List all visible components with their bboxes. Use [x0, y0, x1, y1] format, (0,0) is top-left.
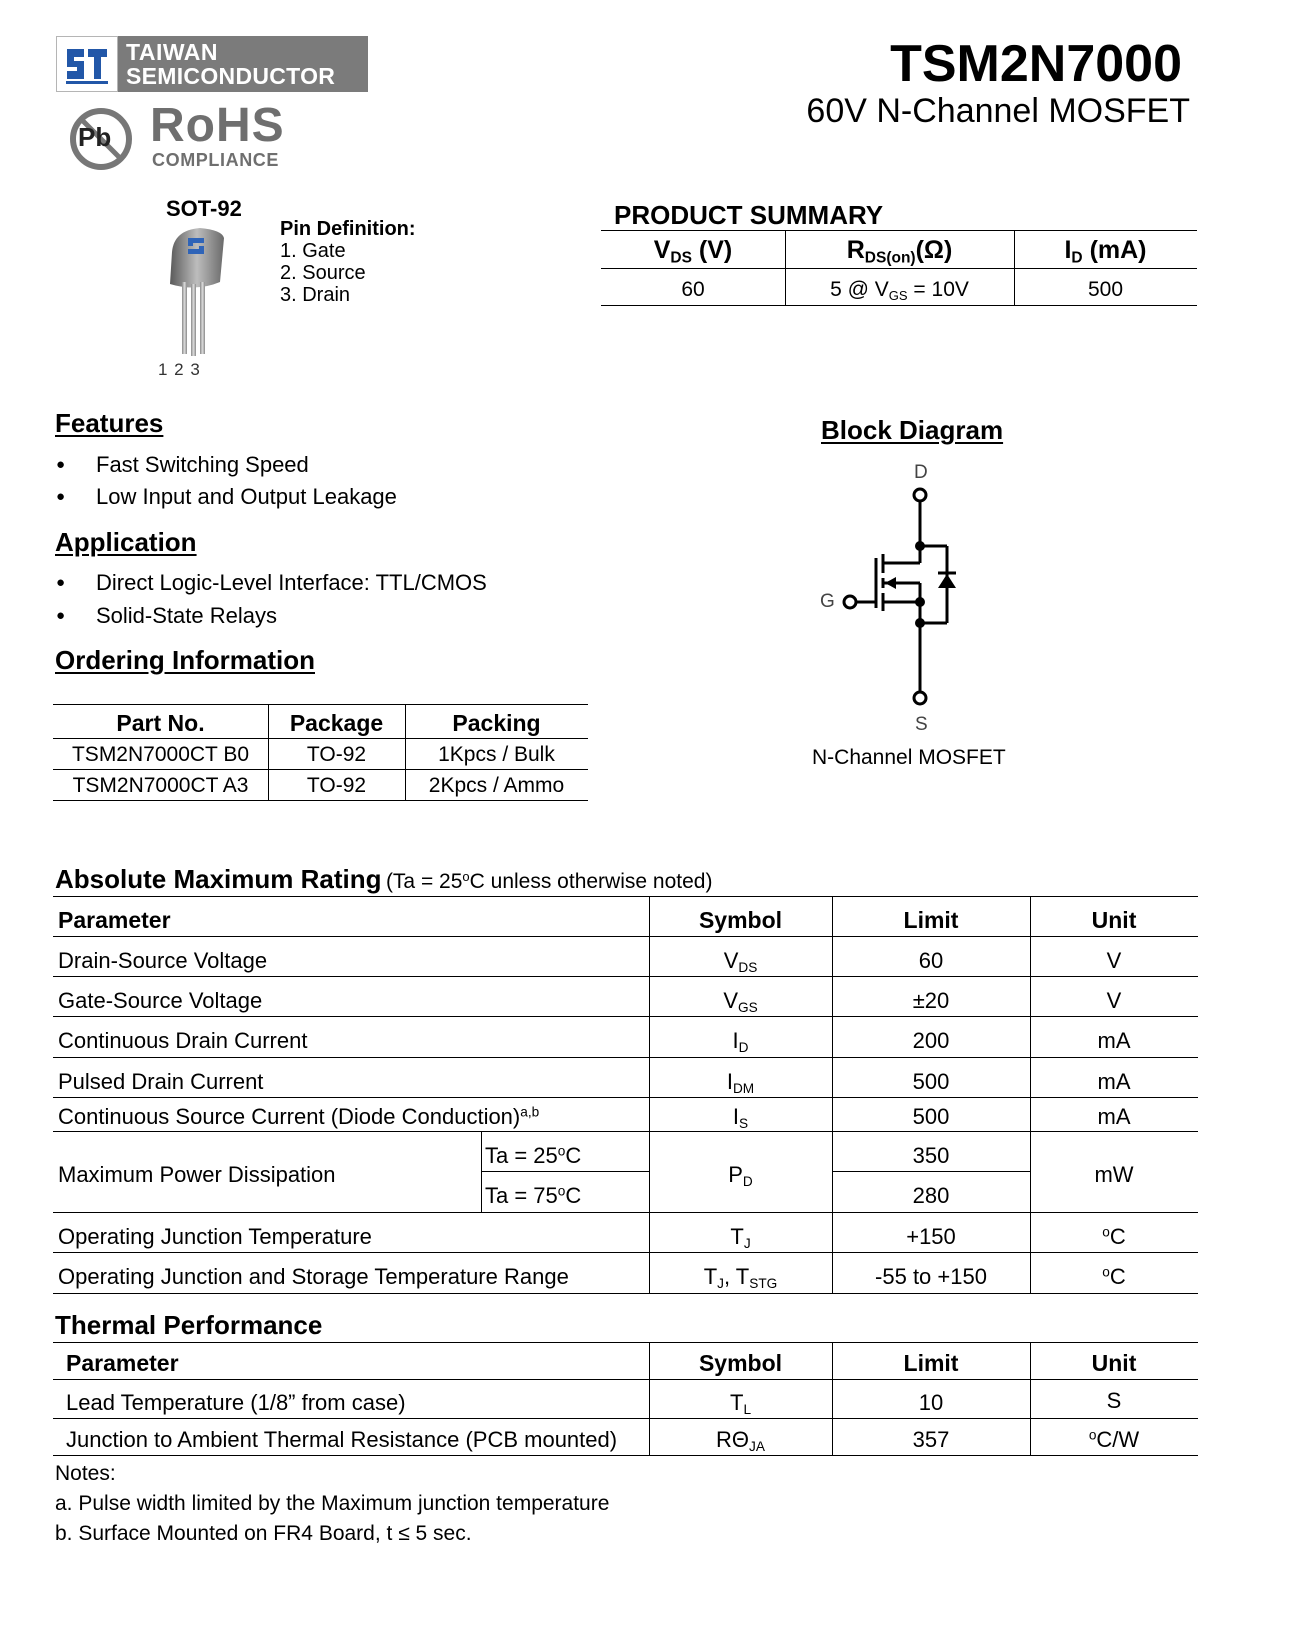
- package-image: [160, 224, 240, 374]
- rohs-logo: [68, 99, 298, 174]
- ordering-packing: 1Kpcs / Bulk: [438, 743, 555, 766]
- ordering-header-packing: Packing: [452, 710, 541, 736]
- amr-header-parameter: Parameter: [58, 907, 171, 933]
- ordering-packing: 2Kpcs / Ammo: [428, 774, 565, 797]
- thermal-unit: $^o$C/W: [1088, 1427, 1140, 1452]
- mosfet-symbol: [810, 460, 1010, 740]
- company-name-line1: TAIWAN: [126, 39, 219, 65]
- amr-symbol: $T_J$, $T_{STG}$: [703, 1264, 778, 1292]
- summary-value-id: 500: [1087, 278, 1124, 301]
- ordering-part: TSM2N7000CT A3: [72, 774, 249, 797]
- pin-label-drain: D: [914, 462, 928, 483]
- pin-definition-1: 1. Gate: [280, 240, 346, 262]
- amr-limit: 500: [912, 1069, 950, 1094]
- amr-header-symbol: Symbol: [698, 907, 783, 933]
- pin-definition-2: 2. Source: [280, 262, 366, 284]
- thermal-header-parameter: Parameter: [66, 1350, 179, 1376]
- amr-condition: $Ta = 75^oC$: [485, 1183, 582, 1208]
- ordering-package: TO-92: [306, 774, 367, 797]
- thermal-limit: 357: [912, 1427, 950, 1452]
- block-diagram-caption: N-Channel MOSFET: [812, 746, 1006, 769]
- thermal-unit: S: [1106, 1388, 1122, 1413]
- amr-symbol: $V_{DS}$: [723, 948, 758, 976]
- amr-symbol: $I_S$: [732, 1104, 749, 1132]
- ordering-package: TO-92: [306, 743, 367, 766]
- notes-title: Notes:: [55, 1462, 116, 1485]
- pin-label-gate: G: [820, 591, 835, 612]
- amr-title: Absolute Maximum Rating ($Ta = 25^oC$ unless otherwise noted): [55, 864, 713, 894]
- amr-symbol: $V_{GS}$: [723, 988, 758, 1016]
- thermal-symbol: $T_L$: [729, 1390, 752, 1418]
- rohs-title: RoHS: [150, 99, 285, 152]
- note-a: a. Pulse width limited by the Maximum junction temperature: [55, 1492, 610, 1515]
- amr-header-unit: Unit: [1091, 907, 1137, 933]
- thermal-title: Thermal Performance: [55, 1310, 323, 1340]
- amr-unit: mA: [1097, 1069, 1131, 1094]
- thermal-symbol: $R\Theta_{JA}$: [716, 1427, 765, 1455]
- note-b: b. Surface Mounted on FR4 Board, t ≤ 5 sec.: [55, 1522, 472, 1545]
- amr-limit: 500: [912, 1104, 950, 1129]
- amr-limit: -55 to +150: [875, 1264, 987, 1289]
- amr-unit: mA: [1097, 1104, 1131, 1129]
- ordering-title: Ordering Information: [55, 645, 315, 675]
- features-title: Features: [55, 408, 164, 438]
- ordering-header-part: Part No.: [116, 710, 205, 736]
- part-number-title: TSM2N7000: [890, 35, 1182, 93]
- summary-value-vds: 60: [681, 278, 705, 301]
- pb-badge: Pb: [78, 122, 112, 152]
- thermal-header-unit: Unit: [1091, 1350, 1137, 1376]
- amr-param: Operating Junction and Storage Temperature Range: [58, 1264, 569, 1289]
- amr-param: Gate-Source Voltage: [58, 988, 263, 1013]
- amr-limit: ±20: [912, 988, 950, 1013]
- thermal-limit: 10: [918, 1390, 944, 1415]
- amr-param: Continuous Drain Current: [58, 1028, 308, 1053]
- amr-symbol: $I_D$: [732, 1028, 749, 1056]
- amr-param: Drain-Source Voltage: [58, 948, 268, 973]
- amr-header-limit: Limit: [903, 907, 959, 933]
- amr-limit: 200: [912, 1028, 950, 1053]
- amr-condition: $Ta = 25^oC$: [485, 1143, 582, 1168]
- block-diagram-title: Block Diagram: [821, 415, 1004, 445]
- amr-param: Pulsed Drain Current: [58, 1069, 264, 1094]
- package-name: SOT-92: [166, 196, 242, 221]
- amr-limit: 60: [918, 948, 944, 973]
- package-pin-numbers: 1 2 3: [158, 360, 201, 379]
- amr-unit: $^o$C: [1102, 1264, 1126, 1289]
- thermal-param: Lead Temperature (1/8” from case): [66, 1390, 406, 1415]
- pin-definition-3: 3. Drain: [280, 284, 351, 306]
- amr-symbol: $T_J$: [730, 1224, 751, 1252]
- thermal-header-symbol: Symbol: [698, 1350, 783, 1376]
- pin-label-source: S: [915, 714, 928, 735]
- amr-limit: 280: [912, 1183, 950, 1208]
- amr-unit: mW: [1094, 1162, 1134, 1187]
- amr-param: Operating Junction Temperature: [58, 1224, 372, 1249]
- product-summary-title: PRODUCT SUMMARY: [614, 200, 884, 230]
- amr-param: Continuous Source Current (Diode Conduction)$^{a,b}$: [58, 1104, 540, 1129]
- amr-symbol: $I_{DM}$: [726, 1069, 755, 1097]
- amr-limit: 350: [912, 1143, 950, 1168]
- amr-unit: mA: [1097, 1028, 1131, 1053]
- amr-unit: V: [1106, 988, 1122, 1013]
- amr-symbol: $P_D$: [728, 1162, 753, 1190]
- amr-unit: $^o$C: [1102, 1224, 1126, 1249]
- ordering-header-package: Package: [289, 710, 384, 736]
- amr-limit: +150: [906, 1224, 956, 1249]
- company-name-line2: SEMICONDUCTOR: [126, 63, 336, 89]
- summary-value-rds: 5 @ $V_{GS} = 10V$: [830, 278, 969, 303]
- pin-definition-title: Pin Definition:: [280, 218, 416, 240]
- thermal-param: Junction to Ambient Thermal Resistance (PCB mounted): [66, 1427, 618, 1452]
- rohs-subtitle: COMPLIANCE: [152, 150, 279, 170]
- amr-unit: V: [1106, 948, 1122, 973]
- ordering-part: TSM2N7000CT B0: [71, 743, 250, 766]
- part-subtitle: 60V N-Channel MOSFET: [806, 92, 1190, 130]
- company-logo: [56, 36, 368, 92]
- summary-header-rds: $R_{DS(on)}(\Omega)$: [846, 236, 953, 267]
- amr-param: Maximum Power Dissipation: [58, 1162, 336, 1187]
- application-title: Application: [55, 527, 197, 557]
- summary-header-id: $I_D$ (mA): [1064, 236, 1147, 267]
- summary-header-vds: $V_{DS}$ (V): [653, 236, 733, 267]
- ts-logo-icon: [56, 36, 118, 92]
- thermal-header-limit: Limit: [903, 1350, 959, 1376]
